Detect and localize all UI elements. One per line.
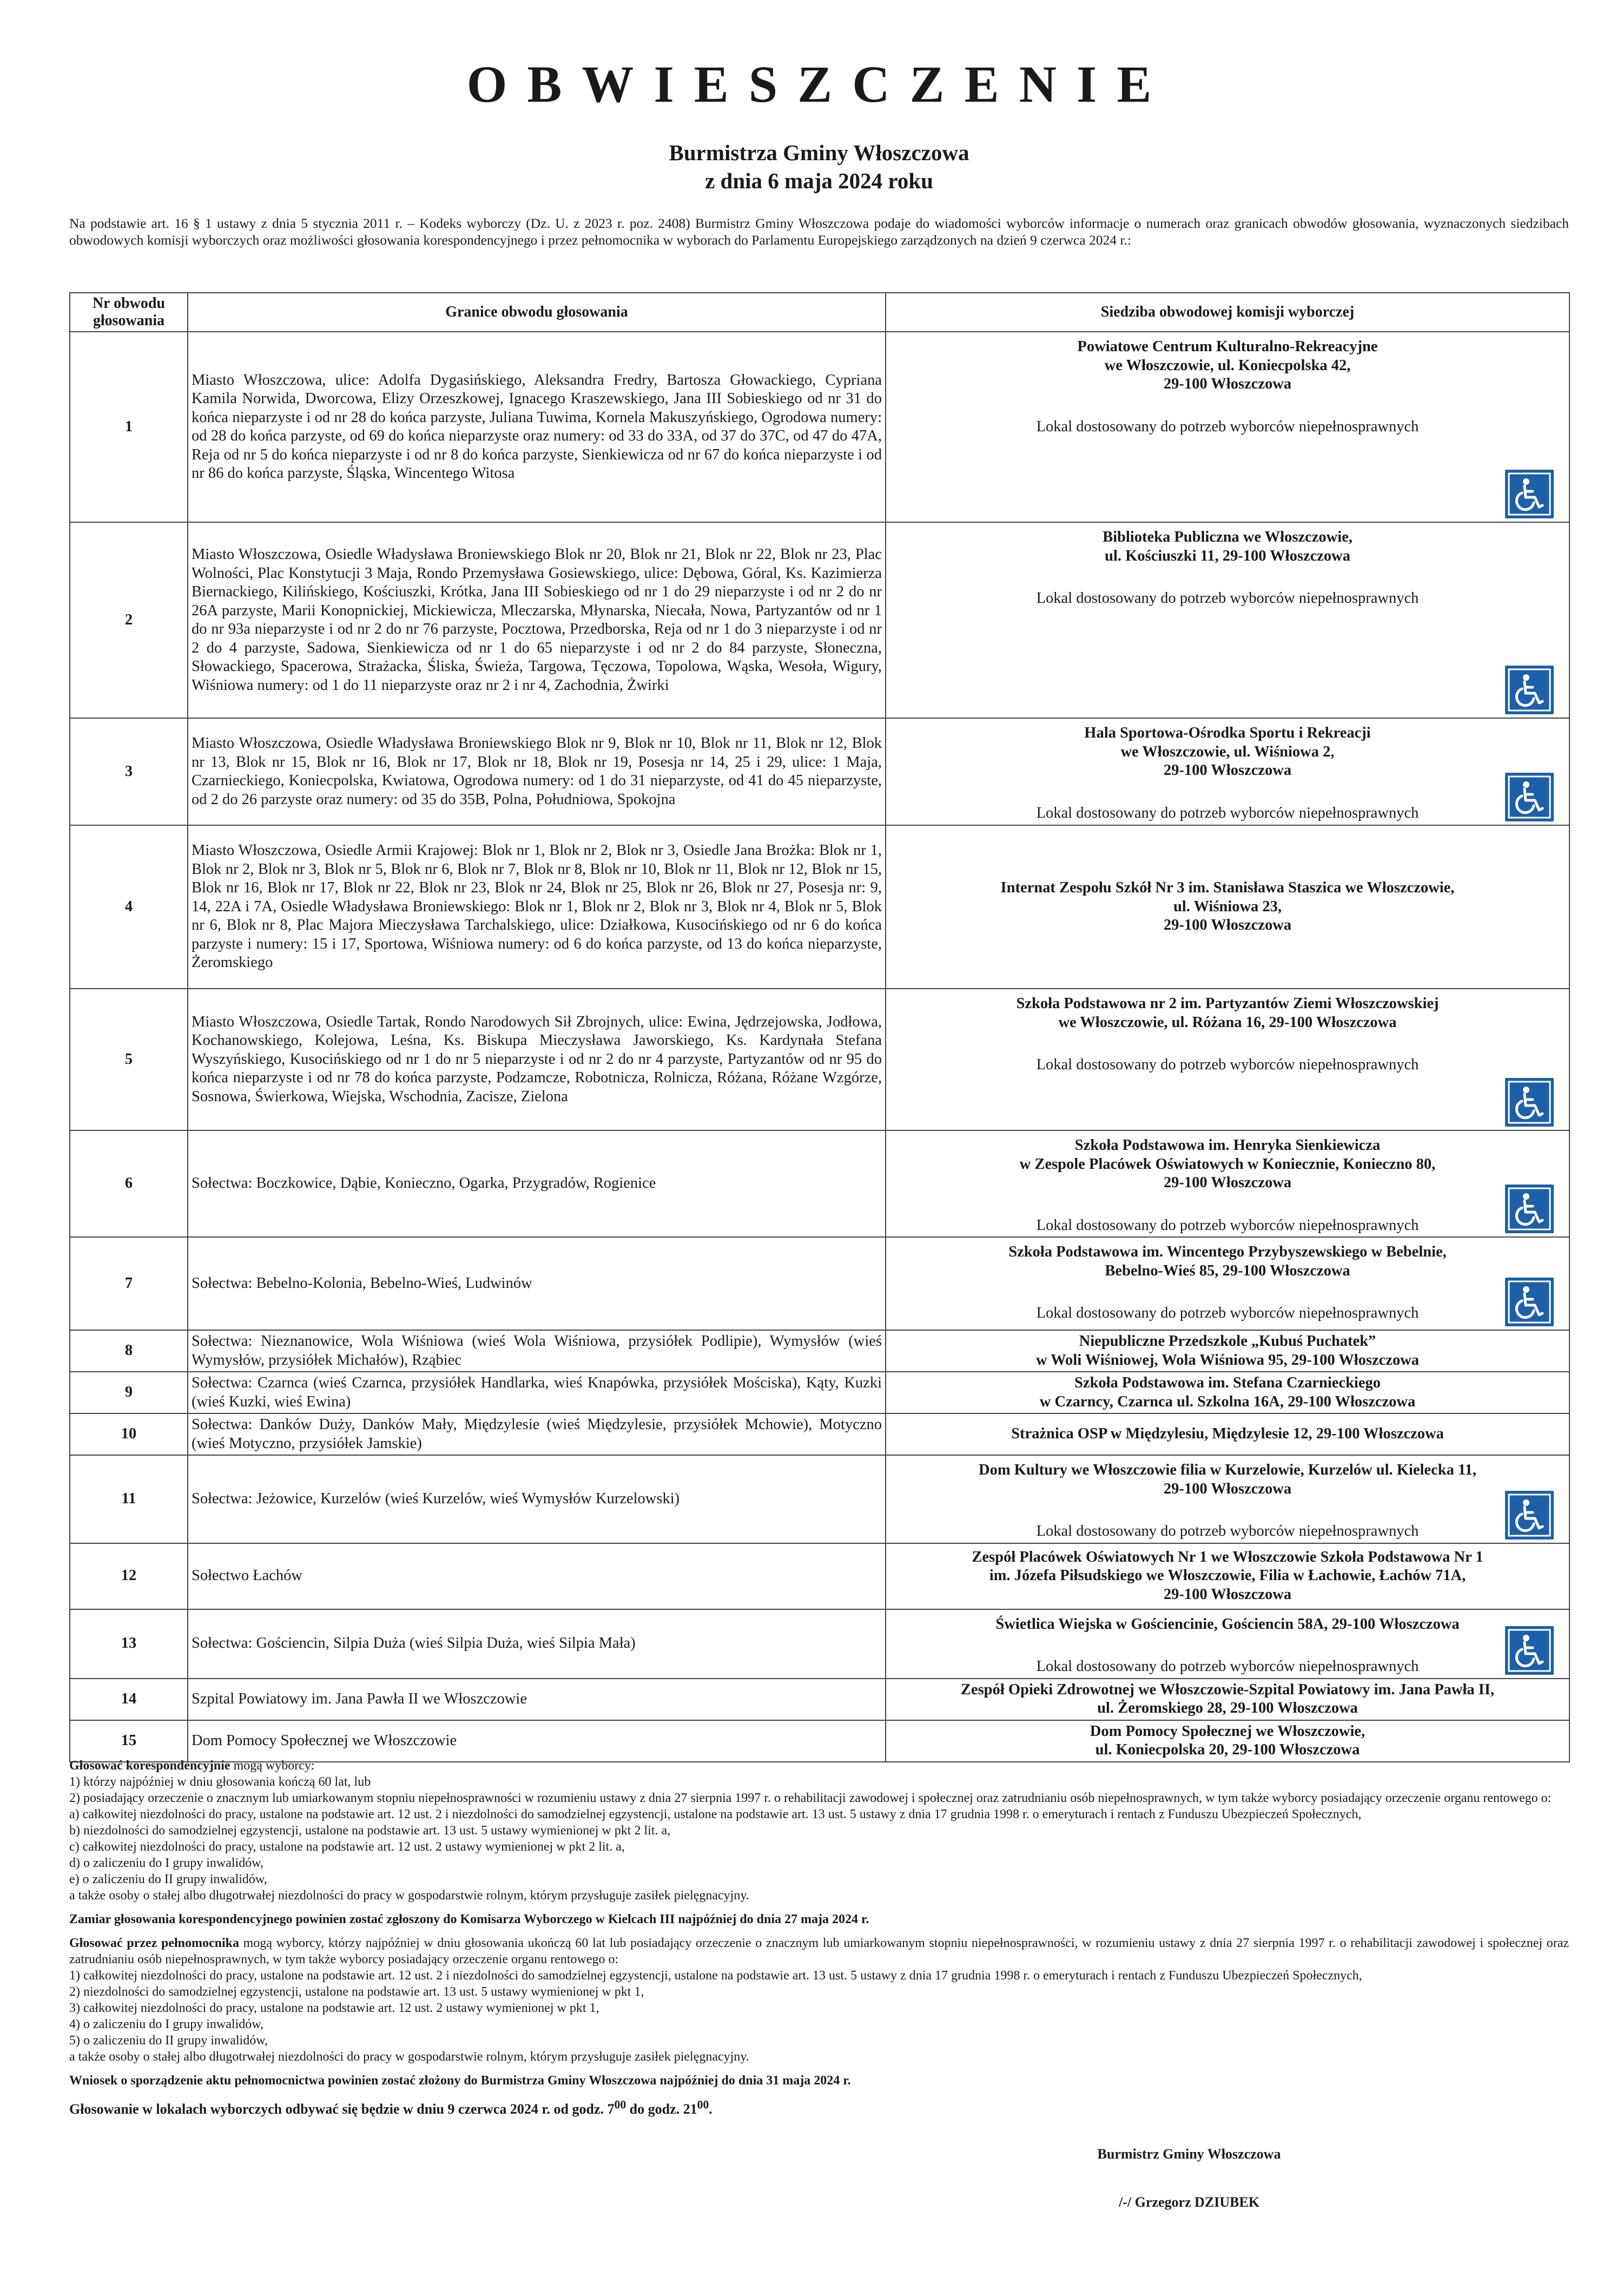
list-item: d) o zaliczeniu do I grupy inwalidów, bbox=[69, 1856, 264, 1870]
wheelchair-icon bbox=[1505, 773, 1554, 821]
date-line: z dnia 6 maja 2024 roku bbox=[705, 168, 933, 193]
intro-paragraph: Na podstawie art. 16 § 1 ustawy z dnia 5 stycznia 2011 r. – Kodeks wyborczy (Dz. U. z 2023 r. poz. 2408) Burmistrz Gminy Włoszczowa podaje do wiadomości wyborców informacje o numerach oraz granicach obwodów głosowania, wyznaczonych siedzibach obwodowych komisji wyborczych oraz możliwości głosowania korespondencyjnego i przez pełnomocnika w wyborach do Parlamentu Europejskiego zarządzonych na dzień 9 czerwca 2024 r.: bbox=[69, 215, 1569, 248]
voting-hours: Głosowanie w lokalach wyborczych odbywać się będzie w dniu 9 czerwca 2024 r. od godz. $7^{00}$ do godz. $21^{00}$. bbox=[69, 2098, 712, 2117]
list-item: 4) o zaliczeniu do I grupy inwalidów, bbox=[69, 2017, 264, 2031]
district-boundaries: Szpital Powiatowy im. Jana Pawła II we Włoszczowie bbox=[188, 1679, 886, 1720]
col-granice-header: Granice obwodu głosowania bbox=[188, 293, 886, 332]
wheelchair-icon bbox=[1505, 1491, 1554, 1540]
list-item: 2) posiadający orzeczenie o znacznym lub umiarkowanym stopniu niepełnosprawności w rozumieniu ustawy z dnia 27 sierpnia 1997 r. o rehabilitacji zawodowej i społecznej oraz zatrudnianiu osób niepełnosprawnych, w tym także wyborcy posiadający orzeczenie organu rentowego o: bbox=[69, 1791, 1552, 1805]
commission-seat-name: Szkoła Podstawowa im. Wincentego Przybyszewskiego w Bebelnie, Bebelno-Wieś 85, 29-100 Włoszczowa bbox=[1008, 1244, 1447, 1279]
commission-seat-name: Powiatowe Centrum Kulturalno-Rekreacyjne we Włoszczowie, ul. Koniecpolska 42, 29-100 Włoszczowa bbox=[1077, 338, 1378, 392]
signer-title: Burmistrz Gminy Włoszczowa bbox=[1097, 2146, 1281, 2162]
district-boundaries: Miasto Włoszczowa, Osiedle Władysława Broniewskiego Blok nr 9, Blok nr 10, Blok nr 11, Blok nr 12, Blok nr 13, Blok nr 15, Blok nr 16, Blok nr 17, Blok nr 18, Blok nr 19, Posesja nr 14, 25 i 29, ulice: 1 Maja, Czarnieckiego, Koniecpolska, Kwiatowa, Ogrodowa numery: od 1 do 31 nieparzyste, od 41 do 45 nieparzyste, od 2 do 26 parzyste oraz numery: od 35 do 35B, Polna, Południowa, Spokojna bbox=[188, 718, 886, 825]
issuer-line: Burmistrza Gminy Włoszczowa bbox=[669, 140, 969, 165]
commission-seat-name: Zespół Placówek Oświatowych Nr 1 we Włoszczowie Szkoła Podstawowa Nr 1 im. Józefa Piłsudskiego we Włoszczowie, Filia w Łachowie, Łachów 71A, 29-100 Włoszczowa bbox=[972, 1548, 1483, 1603]
accessible-note: Lokal dostosowany do potrzeb wyborców niepełnosprawnych bbox=[1036, 1056, 1419, 1073]
footer-notes bbox=[69, 1758, 1569, 2117]
list-item: a także osoby o stałej albo długotrwałej niezdolności do pracy w gospodarstwie rolnym, którym przysługuje zasiłek pielęgnacyjny. bbox=[69, 1889, 749, 1903]
commission-seat-name: Niepubliczne Przedszkole „Kubuś Puchatek” w Woli Wiśniowej, Wola Wiśniowa 95, 29-100 Włoszczowa bbox=[1035, 1333, 1420, 1369]
accessible-note: Lokal dostosowany do potrzeb wyborców niepełnosprawnych bbox=[1036, 1658, 1419, 1675]
table-row bbox=[70, 1130, 1569, 1237]
district-boundaries: Sołectwa: Boczkowice, Dąbie, Konieczno, Ogarka, Przygradów, Rogienice bbox=[188, 1130, 886, 1237]
district-number: 8 bbox=[70, 1330, 188, 1372]
wheelchair-icon bbox=[1505, 1626, 1554, 1675]
district-number: 11 bbox=[70, 1455, 188, 1543]
signer-name: /-/ Grzegorz DZIUBEK bbox=[1119, 2194, 1259, 2210]
commission-seat bbox=[886, 1679, 1569, 1720]
district-number: 4 bbox=[70, 825, 188, 989]
district-number: 12 bbox=[70, 1543, 188, 1609]
pelno-list bbox=[69, 1968, 1569, 2065]
accessible-note: Lokal dostosowany do potrzeb wyborców niepełnosprawnych bbox=[1036, 1523, 1419, 1540]
district-boundaries: Miasto Włoszczowa, Osiedle Armii Krajowej: Blok nr 1, Blok nr 2, Blok nr 3, Osiedle Jana Brożka: Blok nr 1, Blok nr 2, Blok nr 3, Blok nr 5, Blok nr 6, Blok nr 7, Blok nr 8, Blok nr 10, Blok nr 11, Blok nr 12, Blok nr 15, Blok nr 16, Blok nr 17, Blok nr 22, Blok nr 23, Blok nr 24, Blok nr 25, Blok nr 26, Blok nr 27, Posesja nr: 9, 14, 22A i 7A, Osiedle Władysława Broniewskiego: Blok nr 1, Blok nr 2, Blok nr 3, Blok nr 4, Blok nr 5, Blok nr 6, Blok nr 8, Plac Majora Mieczysława Tarchalskiego, ulice: Działkowa, Kusocińskiego od nr 6 do końca parzyste i numery: 15 i 17, Sportowa, Wiśniowa numery: od 6 do końca parzyste, od 13 do końca nieparzyste, Żeromskiego bbox=[188, 825, 886, 989]
table-row bbox=[70, 1372, 1569, 1413]
commission-seat-name: Szkoła Podstawowa nr 2 im. Partyzantów Ziemi Włoszczowskiej we Włoszczowie, ul. Różana 16, 29-100 Włoszczowa bbox=[1016, 995, 1439, 1031]
table-row bbox=[70, 1609, 1569, 1679]
wheelchair-icon bbox=[1505, 1278, 1554, 1326]
table-row bbox=[70, 1237, 1569, 1330]
list-item: 5) o zaliczeniu do II grupy inwalidów, bbox=[69, 2034, 268, 2048]
district-number: 6 bbox=[70, 1130, 188, 1237]
commission-seat-name: Hala Sportowa-Ośrodka Sportu i Rekreacji we Włoszczowie, ul. Wiśniowa 2, 29-100 Włoszczowa bbox=[1084, 725, 1371, 779]
district-boundaries: Sołectwa: Danków Duży, Danków Mały, Międzylesie (wieś Międzylesie, przysiółek Mchowie), Motyczno (wieś Motyczno, przysiółek Jamskie) bbox=[188, 1413, 886, 1455]
commission-seat-name: Dom Kultury we Włoszczowie filia w Kurzelowie, Kurzelów ul. Kielecka 11, 29-100 Włoszczowa bbox=[978, 1462, 1477, 1497]
pelno-lead: Głosować przez pełnomocnika mogą wyborcy, którzy najpóźniej w dniu głosowania ukończą 60 lat lub posiadający orzeczenie o znacznym lub umiarkowanym stopniu niepełnosprawności, w rozumieniu ustawy z dnia 27 sierpnia 1997 r. o rehabilitacji zawodowej i społecznej oraz zatrudnianiu osób niepełnosprawnych, w tym także wyborcy posiadający orzeczenie organu rentowego o: bbox=[69, 1936, 1569, 1966]
commission-seat bbox=[886, 1609, 1569, 1679]
kores-list bbox=[69, 1774, 1569, 1904]
list-item: a także osoby o stałej albo długotrwałej niezdolności do pracy w gospodarstwie rolnym, którym przysługuje zasiłek pielęgnacyjny. bbox=[69, 2050, 749, 2064]
list-item: e) o zaliczeniu do II grupy inwalidów, bbox=[69, 1872, 267, 1886]
commission-seat bbox=[886, 522, 1569, 718]
districts-table bbox=[69, 292, 1570, 1762]
col-siedziba-header: Siedziba obwodowej komisji wyborczej bbox=[886, 293, 1569, 332]
list-item: c) całkowitej niezdolności do pracy, ustalone na podstawie art. 12 ust. 2 ustawy wymienionej w pkt 2 lit. a, bbox=[69, 1840, 625, 1854]
district-number: 2 bbox=[70, 522, 188, 718]
district-number: 15 bbox=[70, 1720, 188, 1762]
commission-seat bbox=[886, 1372, 1569, 1413]
table-row bbox=[70, 825, 1569, 989]
table-row bbox=[70, 718, 1569, 825]
list-item: 3) całkowitej niezdolności do pracy, ustalone na podstawie art. 12 ust. 2 ustawy wymienionej w pkt 1, bbox=[69, 2001, 599, 2015]
wheelchair-icon bbox=[1505, 470, 1554, 518]
accessible-note: Lokal dostosowany do potrzeb wyborców niepełnosprawnych bbox=[1036, 590, 1419, 607]
table-row bbox=[70, 1455, 1569, 1543]
district-boundaries: Sołectwa: Bebelno-Kolonia, Bebelno-Wieś, Ludwinów bbox=[188, 1237, 886, 1330]
list-item: 1) którzy najpóźniej w dniu głosowania kończą 60 lat, lub bbox=[69, 1775, 371, 1789]
commission-seat bbox=[886, 1543, 1569, 1609]
commission-seat-name: Internat Zespołu Szkół Nr 3 im. Stanisława Staszica we Włoszczowie, ul. Wiśniowa 23, 29-100 Włoszczowa bbox=[1000, 879, 1455, 934]
commission-seat-name: Strażnica OSP w Międzylesiu, Międzylesie 12, 29-100 Włoszczowa bbox=[1011, 1425, 1444, 1443]
district-boundaries: Miasto Włoszczowa, Osiedle Władysława Broniewskiego Blok nr 20, Blok nr 21, Blok nr 22, Blok nr 23, Plac Wolności, Plac Konstytucji 3 Maja, Rondo Przemysława Gosiewskiego, ulice: Dębowa, Góral, Ks. Kazimierza Biernackiego, Kilińskiego, Kościuszki, Krótka, Jana III Sobieskiego od nr 1 do 29 nieparzyste i od nr 2 do nr 26A parzyste, Marii Konopnickiej, Mickiewicza, Mleczarska, Młynarska, Niecała, Nowa, Partyzantów od nr 1 do nr 93a nieparzyste i od nr 2 do nr 76 parzyste, Pocztowa, Przedborska, Reja od nr 1 do 3 nieparzyste i od nr 2 do 4 parzyste, Sadowa, Sienkiewicza od nr 1 do 65 nieparzyste i od nr 2 do 84 parzyste, Słoneczna, Słowackiego, Spacerowa, Strażacka, Śliska, Świeża, Targowa, Tęczowa, Topolowa, Wąska, Wesoła, Wigury, Wiśniowa numery: od 1 do 11 nieparzyste oraz nr 2 i nr 4, Zachodnia, Żwirki bbox=[188, 522, 886, 718]
district-number: 5 bbox=[70, 989, 188, 1130]
commission-seat bbox=[886, 1720, 1569, 1762]
commission-seat bbox=[886, 1455, 1569, 1543]
commission-seat-name: Szkoła Podstawowa im. Henryka Sienkiewicza w Zespole Placówek Oświatowych w Koniecznie, Konieczno 80, 29-100 Włoszczowa bbox=[1019, 1137, 1436, 1191]
district-boundaries: Dom Pomocy Społecznej we Włoszczowie bbox=[188, 1720, 886, 1762]
district-boundaries: Sołectwa: Nieznanowice, Wola Wiśniowa (wieś Wola Wiśniowa, przysiółek Podlipie), Wymysłów (wieś Wymysłów, przysiółek Michałów), Rząbiec bbox=[188, 1330, 886, 1372]
wheelchair-icon bbox=[1505, 666, 1554, 714]
commission-seat-name: Biblioteka Publiczna we Włoszczowie, ul. Kościuszki 11, 29-100 Włoszczowa bbox=[1103, 529, 1352, 564]
commission-seat-name: Szkoła Podstawowa im. Stefana Czarnieckiego w Czarncy, Czarnca ul. Szkolna 16A, 29-100 Włoszczowa bbox=[1039, 1374, 1416, 1410]
commission-seat bbox=[886, 1130, 1569, 1237]
commission-seat bbox=[886, 718, 1569, 825]
table-row bbox=[70, 1543, 1569, 1609]
accessible-note: Lokal dostosowany do potrzeb wyborców niepełnosprawnych bbox=[1036, 418, 1419, 435]
kores-lead: Głosować korespondencyjnie mogą wyborcy: bbox=[69, 1759, 315, 1773]
table-row bbox=[70, 1720, 1569, 1762]
district-number: 3 bbox=[70, 718, 188, 825]
accessible-note: Lokal dostosowany do potrzeb wyborców niepełnosprawnych bbox=[1036, 1305, 1419, 1321]
wheelchair-icon bbox=[1505, 1078, 1554, 1127]
table-row bbox=[70, 332, 1569, 522]
district-number: 7 bbox=[70, 1237, 188, 1330]
district-boundaries: Miasto Włoszczowa, ulice: Adolfa Dygasińskiego, Aleksandra Fredry, Bartosza Głowackiego, Cypriana Kamila Norwida, Dworcowa, Elizy Orzeszkowej, Ignacego Kraszewskiego, Jana III Sobieskiego od nr 31 do końca nieparzyste i od nr 28 do końca parzyste, Juliana Tuwima, Kornela Makuszyńskiego, Ogrodowa numery: od 28 do końca parzyste, od 69 do końca nieparzyste oraz numery: od 33 do 33A, od 37 do 37C, od 47 do 47A, Reja od nr 5 do końca nieparzyste i od nr 8 do końca parzyste, Sienkiewicza od nr 67 do końca nieparzyste i od nr 86 do końca parzyste, Śląska, Wincentego Witosa bbox=[188, 332, 886, 522]
district-boundaries: Sołectwa: Czarnca (wieś Czarnca, przysiółek Handlarka, wieś Knapówka, przysiółek Mościska), Kąty, Kuzki (wieś Kuzki, wieś Ewina) bbox=[188, 1372, 886, 1413]
district-number: 1 bbox=[70, 332, 188, 522]
table-header-row bbox=[70, 293, 1569, 332]
district-number: 14 bbox=[70, 1679, 188, 1720]
district-boundaries: Miasto Włoszczowa, Osiedle Tartak, Rondo Narodowych Sił Zbrojnych, ulice: Ewina, Jędrzejowska, Jodłowa, Kochanowskiego, Kolejowa, Leśna, Ks. Biskupa Mieczysława Jaworskiego, Ks. Kardynała Stefana Wyszyńskiego, Kusocińskiego od nr 1 do nr 5 nieparzyste i od nr 2 do nr 4 parzyste, Partyzantów od nr 95 do końca nieparzyste i od nr 78 do końca parzyste, Podzamcze, Robotnicza, Rolnicza, Różana, Różane Wzgórze, Sosnowa, Świerkowa, Wiejska, Wschodnia, Zacisze, Zielona bbox=[188, 989, 886, 1130]
commission-seat bbox=[886, 1330, 1569, 1372]
district-boundaries: Sołectwa: Jeżowice, Kurzelów (wieś Kurzelów, wieś Wymysłów Kurzelowski) bbox=[188, 1455, 886, 1543]
table-row bbox=[70, 522, 1569, 718]
commission-seat bbox=[886, 825, 1569, 989]
district-boundaries: Sołectwo Łachów bbox=[188, 1543, 886, 1609]
table-row bbox=[70, 1330, 1569, 1372]
district-boundaries: Sołectwa: Gościencin, Silpia Duża (wieś Silpia Duża, wieś Silpia Mała) bbox=[188, 1609, 886, 1679]
district-number: 9 bbox=[70, 1372, 188, 1413]
list-item: a) całkowitej niezdolności do pracy, ustalone na podstawie art. 12 ust. 2 i niezdolności do samodzielnej egzystencji, ustalone na podstawie art. 13 ust. 5 ustawy z dnia 17 grudnia 1998 r. o emeryturach i rentach z Funduszu Ubezpieczeń Społecznych, bbox=[69, 1807, 1362, 1821]
table-row bbox=[70, 1413, 1569, 1455]
kores-deadline: Zamiar głosowania korespondencyjnego powinien zostać zgłoszony do Komisarza Wyborczego w Kielcach III najpóźniej do dnia 27 maja 2024 r. bbox=[69, 1912, 869, 1926]
commission-seat-name: Dom Pomocy Społecznej we Włoszczowie, ul. Koniecpolska 20, 29-100 Włoszczowa bbox=[1090, 1722, 1365, 1758]
commission-seat-name: Świetlica Wiejska w Gościencinie, Gościencin 58A, 29-100 Włoszczowa bbox=[995, 1615, 1460, 1633]
list-item: b) niezdolności do samodzielnej egzystencji, ustalone na podstawie art. 13 ust. 5 ustawy wymienionej w pkt 2 lit. a, bbox=[69, 1824, 671, 1838]
table-row bbox=[70, 1679, 1569, 1720]
accessible-note: Lokal dostosowany do potrzeb wyborców niepełnosprawnych bbox=[1036, 1216, 1419, 1234]
district-number: 10 bbox=[70, 1413, 188, 1455]
commission-seat bbox=[886, 1413, 1569, 1455]
pelno-deadline: Wniosek o sporządzenie aktu pełnomocnictwa powinien zostać złożony do Burmistrza Gminy Włoszczowa najpóźniej do dnia 31 maja 2024 r. bbox=[69, 2074, 851, 2088]
accessible-note: Lokal dostosowany do potrzeb wyborców niepełnosprawnych bbox=[1036, 804, 1419, 821]
commission-seat bbox=[886, 332, 1569, 522]
commission-seat bbox=[886, 1237, 1569, 1330]
list-item: 2) niezdolności do samodzielnej egzystencji, ustalone na podstawie art. 13 ust. 5 ustawy wymienionej w pkt 1, bbox=[69, 1985, 644, 1999]
table-row bbox=[70, 989, 1569, 1130]
district-number: 13 bbox=[70, 1609, 188, 1679]
document-title: OBWIESZCZENIE bbox=[466, 55, 1172, 113]
commission-seat bbox=[886, 989, 1569, 1130]
wheelchair-icon bbox=[1505, 1185, 1554, 1233]
commission-seat-name: Zespół Opieki Zdrowotnej we Włoszczowie-Szpital Powiatowy im. Jana Pawła II, ul. Żeromskiego 28, 29-100 Włoszczowa bbox=[960, 1681, 1495, 1716]
col-nr-header: Nr obwodu głosowania bbox=[70, 293, 188, 332]
list-item: 1) całkowitej niezdolności do pracy, ustalone na podstawie art. 12 ust. 2 i niezdolności do samodzielnej egzystencji, ustalone na podstawie art. 13 ust. 5 ustawy z dnia 17 grudnia 1998 r. o emeryturach i rentach z Funduszu Ubezpieczeń Społecznych, bbox=[69, 1969, 1362, 1983]
